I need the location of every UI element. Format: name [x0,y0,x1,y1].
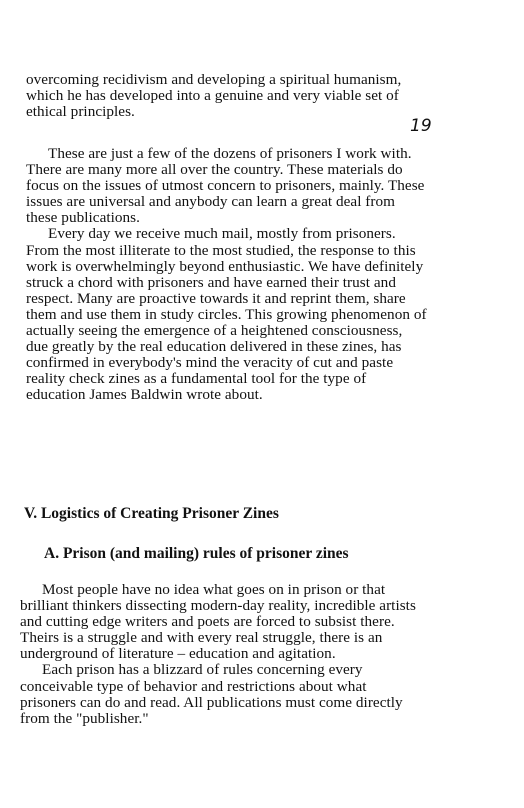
top-paragraph: overcoming recidivism and developing a spiritual humanism, which he has developed into a genuine and very viable set of ethical principles. [26,71,402,121]
paragraph-most-people: Most people have no idea what goes on in prison or that brilliant thinkers dissecting modern-day reality, incredible artists and cutting edge writers and poets are forced to subsist there. Theirs is a struggle and with every real struggle, there is an underground of literature – education and agitation. [20,581,416,663]
paragraph-every-day: Every day we receive much mail, mostly from prisoners. From the most illiterate to the most studied, the response to this work is overwhelmingly beyond enthusiastic. We have definitely struck a chord with prisoners and have earned their trust and respect. Many are proactive towards it and reprint them, share them and use them in study circles. This growing phenomenon of actually seeing the emergence of a heightened consciousness, due greatly by the real education delivered in these zines, has confirmed in everybody's mind the veracity of cut and paste reality check zines as a fundamental tool for the type of education James Baldwin wrote about. [26,225,427,404]
body-block-one [26,146,428,404]
handwritten-page-number: 19 [410,116,432,136]
body-block-two [20,582,424,727]
subsection-heading: A. Prison (and mailing) rules of prisoner zines [44,545,349,562]
paragraph-each-prison: Each prison has a blizzard of rules concerning every conceivable type of behavior and restrictions about what prisoners can do and read. All publications must come directly from the "publisher." [20,661,403,727]
section-heading: V. Logistics of Creating Prisoner Zines [24,505,279,522]
top-paragraph-block [26,72,428,120]
paragraph-these-are: These are just a few of the dozens of prisoners I work with. There are many more all over the country. These materials do focus on the issues of utmost concern to prisoners, mainly. These issues are universal and anybody can learn a great deal from these publications. [26,145,425,227]
